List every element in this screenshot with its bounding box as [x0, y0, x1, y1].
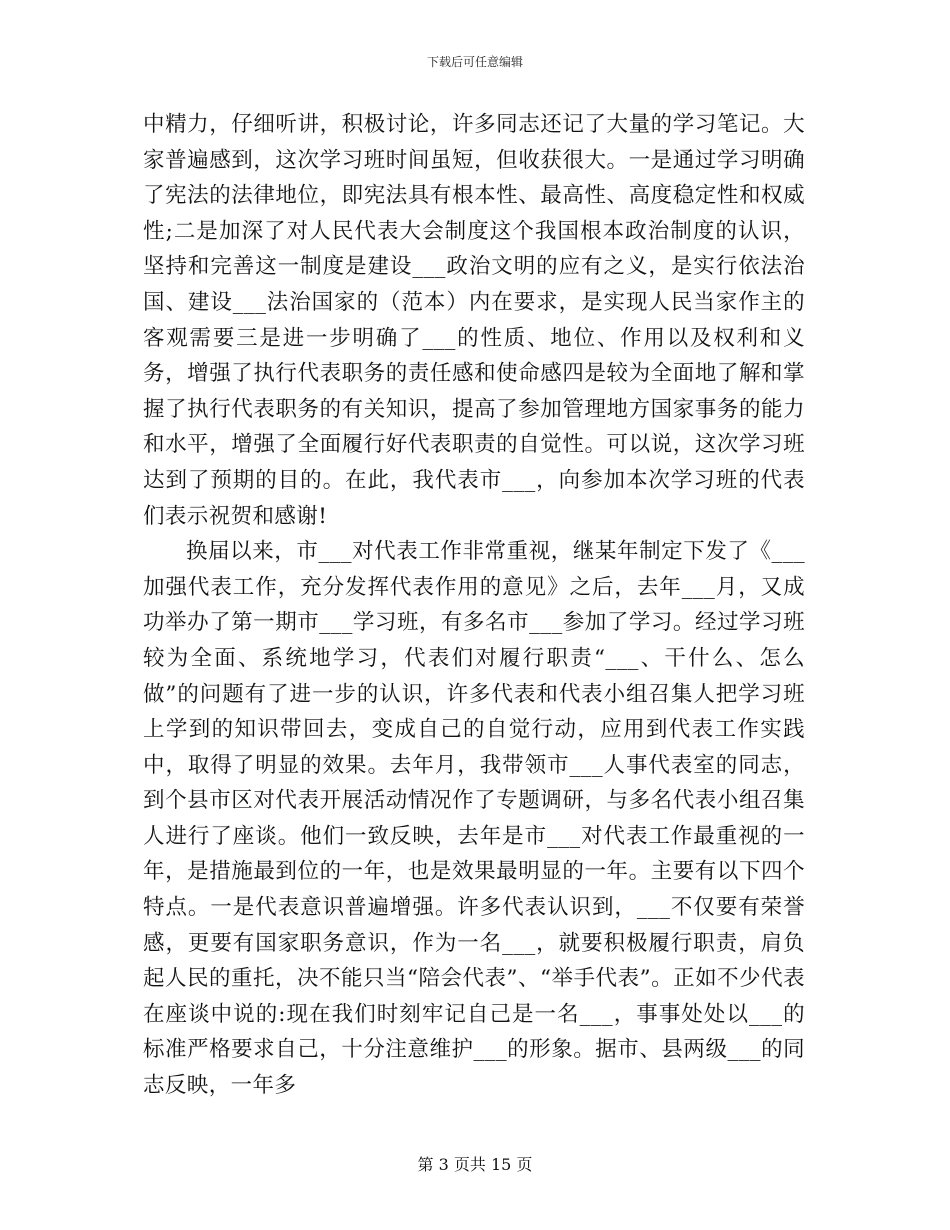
page-footer: 第 3 页共 15 页 [417, 1155, 533, 1174]
page-header: 下载后可任意编辑 [426, 55, 523, 69]
body-paragraph-2: 换届以来，市___对代表工作非常重视，继某年制定下发了《___加强代表工作，充分发挥代表作用的意见》之后，去年___月，又成功举办了第一期市___学习班，有多名市___参加了学习。经过学习班较为全面、系统地学习，代表们对履行职责“___、干什么、怎么做”的问题有了进一步的认识，许多代表和代表小组召集人把学习班上学到的知识带回去，变成自己的自觉行动，应用到代表工作实践中，取得了明显的效果。去年月，我带领市___人事代表室的同志，到个县市区对代表开展活动情况作了专题调研，与多名代表小组召集人进行了座谈。他们一致反映，去年是市___对代表工作最重视的一年，是措施最到位的一年，也是效果最明显的一年。主要有以下四个特点。一是代表意识普遍增强。许多代表认识到，___不仅要有荣誉感，更要有国家职务意识，作为一名___，就要积极履行职责，肩负起人民的重托，决不能只当“陪会代表”、“举手代表”。正如不少代表在座谈中说的:现在我们时刻牢记自己是一名___，事事处处以___的标准严格要求自己，十分注意维护___的形象。据市、县两级___的同志反映，一年多 [143, 539, 805, 1099]
document-body [143, 107, 805, 1104]
body-paragraph-1: 中精力，仔细听讲，积极讨论，许多同志还记了大量的学习笔记。大家普遍感到，这次学习班时间虽短，但收获很大。一是通过学习明确了宪法的法律地位，即宪法具有根本性、最高性、高度稳定性和权威性;二是加深了对人民代表大会制度这个我国根本政治制度的认识，坚持和完善这一制度是建设___政治文明的应有之义，是实行依法治国、建设___法治国家的（范本）内在要求，是实现人民当家作主的客观需要三是进一步明确了___的性质、地位、作用以及权利和义务，增强了执行代表职务的责任感和使命感四是较为全面地了解和掌握了执行代表职务的有关知识，提高了参加管理地方国家事务的能力和水平，增强了全面履行好代表职责的自觉性。可以说，这次学习班达到了预期的目的。在此，我代表市___，向参加本次学习班的代表们表示祝贺和感谢! [143, 112, 805, 529]
